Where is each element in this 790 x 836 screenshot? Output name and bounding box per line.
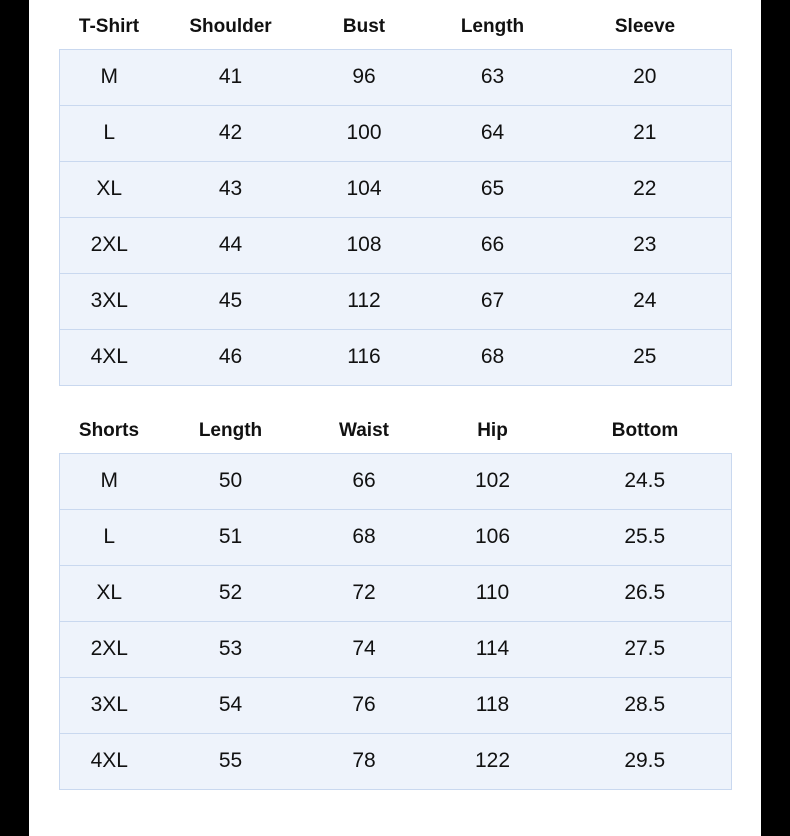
cell-bust: 96: [302, 50, 426, 106]
table-row: [59, 454, 731, 510]
size-chart-page: [29, 0, 761, 836]
cell-shoulder: 44: [159, 218, 302, 274]
cell-hip: 122: [426, 734, 559, 790]
cell-bottom: 27.5: [559, 622, 731, 678]
cell-waist: 74: [302, 622, 426, 678]
cell-hip: 118: [426, 678, 559, 734]
cell-shoulder: 46: [159, 330, 302, 386]
column-header-sleeve: Sleeve: [559, 6, 731, 50]
table-row: [59, 162, 731, 218]
column-header-length: Length: [426, 6, 559, 50]
cell-length: 54: [159, 678, 302, 734]
cell-sleeve: 21: [559, 106, 731, 162]
cell-length: 68: [426, 330, 559, 386]
cell-size: 4XL: [59, 330, 159, 386]
cell-size: XL: [59, 566, 159, 622]
table-row: [59, 566, 731, 622]
table-row: [59, 274, 731, 330]
shorts-table-block: [29, 386, 761, 790]
shorts-table-body: [59, 454, 731, 790]
cell-size: XL: [59, 162, 159, 218]
table-header-row: [59, 6, 731, 50]
cell-bottom: 25.5: [559, 510, 731, 566]
cell-length: 53: [159, 622, 302, 678]
table-row: [59, 678, 731, 734]
cell-length: 51: [159, 510, 302, 566]
cell-shoulder: 42: [159, 106, 302, 162]
cell-length: 64: [426, 106, 559, 162]
cell-bust: 100: [302, 106, 426, 162]
cell-sleeve: 25: [559, 330, 731, 386]
table-row: [59, 734, 731, 790]
table-row: [59, 622, 731, 678]
cell-length: 66: [426, 218, 559, 274]
cell-bust: 112: [302, 274, 426, 330]
cell-hip: 102: [426, 454, 559, 510]
cell-hip: 106: [426, 510, 559, 566]
shorts-table-header: [59, 410, 731, 454]
table-row: [59, 106, 731, 162]
cell-sleeve: 23: [559, 218, 731, 274]
cell-size: M: [59, 50, 159, 106]
cell-bust: 116: [302, 330, 426, 386]
cell-length: 67: [426, 274, 559, 330]
cell-bottom: 29.5: [559, 734, 731, 790]
t-shirt-table-header: [59, 6, 731, 50]
cell-size: L: [59, 510, 159, 566]
cell-waist: 72: [302, 566, 426, 622]
cell-bottom: 28.5: [559, 678, 731, 734]
cell-sleeve: 20: [559, 50, 731, 106]
cell-length: 50: [159, 454, 302, 510]
cell-waist: 78: [302, 734, 426, 790]
column-header-waist: Waist: [302, 410, 426, 454]
cell-length: 65: [426, 162, 559, 218]
table-header-row: [59, 410, 731, 454]
column-header-bottom: Bottom: [559, 410, 731, 454]
cell-waist: 68: [302, 510, 426, 566]
shorts-size-table: [59, 410, 732, 790]
cell-waist: 76: [302, 678, 426, 734]
table-row: [59, 510, 731, 566]
cell-length: 52: [159, 566, 302, 622]
t-shirt-table-block: [29, 0, 761, 386]
column-header-bust: Bust: [302, 6, 426, 50]
cell-bust: 104: [302, 162, 426, 218]
table-row: [59, 218, 731, 274]
cell-shoulder: 41: [159, 50, 302, 106]
cell-bottom: 24.5: [559, 454, 731, 510]
table-row: [59, 330, 731, 386]
cell-size: L: [59, 106, 159, 162]
cell-shoulder: 43: [159, 162, 302, 218]
cell-sleeve: 22: [559, 162, 731, 218]
cell-sleeve: 24: [559, 274, 731, 330]
cell-size: 2XL: [59, 622, 159, 678]
cell-size: 4XL: [59, 734, 159, 790]
cell-shoulder: 45: [159, 274, 302, 330]
table-row: [59, 50, 731, 106]
column-header-length: Length: [159, 410, 302, 454]
cell-length: 63: [426, 50, 559, 106]
cell-size: 3XL: [59, 678, 159, 734]
column-header-shoulder: Shoulder: [159, 6, 302, 50]
cell-bust: 108: [302, 218, 426, 274]
column-header-shorts: Shorts: [59, 410, 159, 454]
cell-length: 55: [159, 734, 302, 790]
column-header-hip: Hip: [426, 410, 559, 454]
cell-size: M: [59, 454, 159, 510]
cell-size: 3XL: [59, 274, 159, 330]
cell-bottom: 26.5: [559, 566, 731, 622]
cell-hip: 110: [426, 566, 559, 622]
t-shirt-table-body: [59, 50, 731, 386]
cell-waist: 66: [302, 454, 426, 510]
cell-size: 2XL: [59, 218, 159, 274]
t-shirt-size-table: [59, 6, 732, 386]
column-header-tshirt: T-Shirt: [59, 6, 159, 50]
cell-hip: 114: [426, 622, 559, 678]
